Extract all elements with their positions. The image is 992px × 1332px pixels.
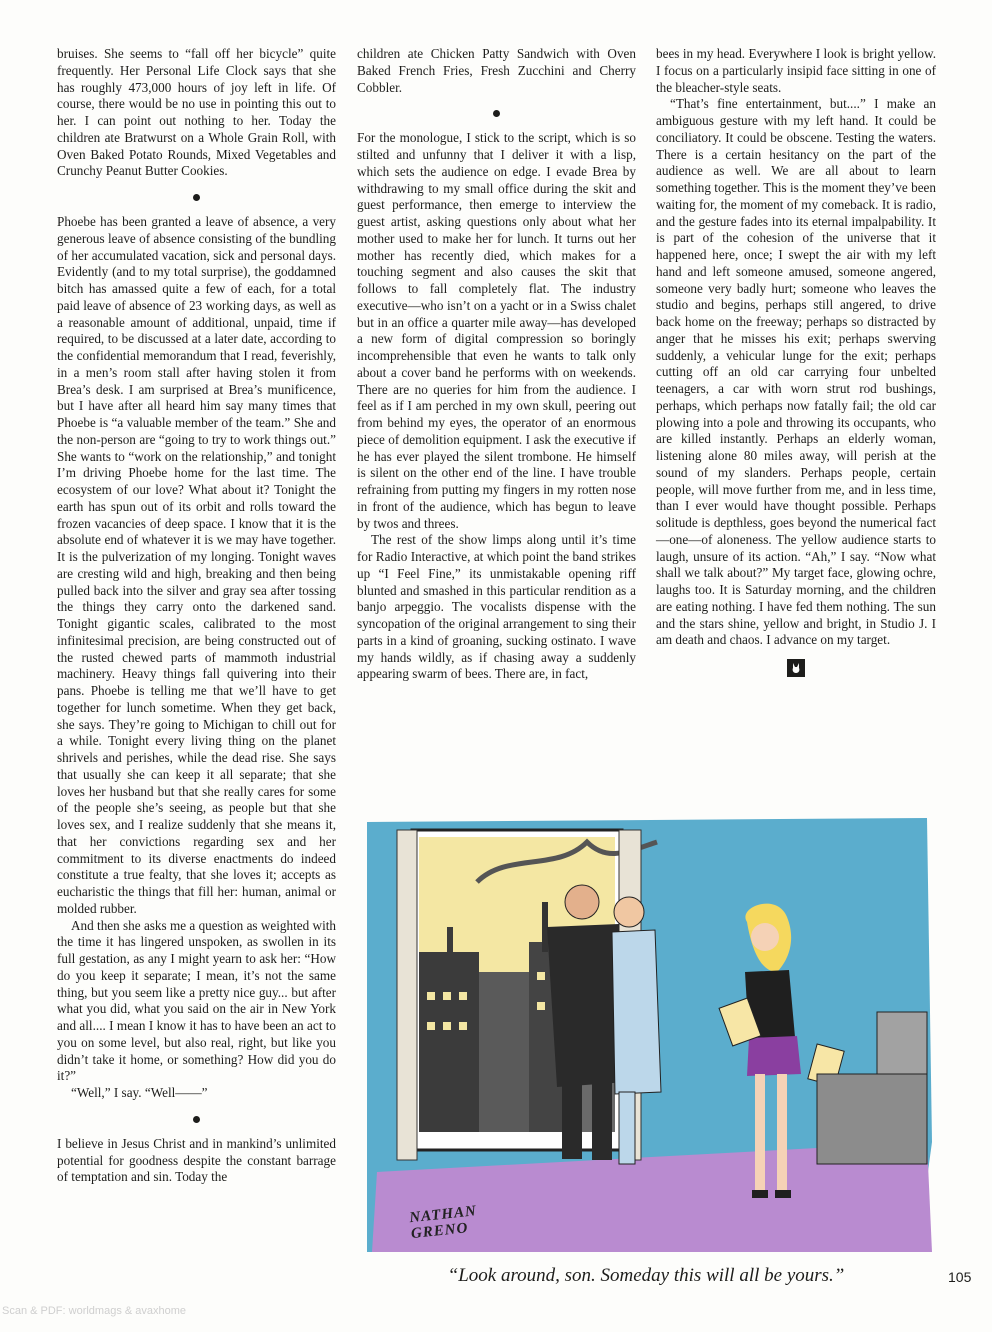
article-paragraph: children ate Chicken Patty Sandwich with Oven Baked French Fries, Fresh Zucchini and Cherry Cobbler.	[357, 46, 636, 95]
article-paragraph: “That’s fine entertainment, but....” I make an ambiguous gesture with my left hand. It could be conciliatory. It could be obscene. Testing the waters. There is a certain hesitancy on the part of the audience as well. We are all about to learn something together. This is the moment they’ve been waiting for, the moment of my comeback. It is radio, and the gesture fades into its eternal impalpability. It is part of the cohesion of the universe that it happened here, once; I swept the air with my left hand and left someone amused, someone angered, someone very badly hurt; someone who leaves the studio and begins, perhaps still angered, to drive back home on the freeway; perhaps so distracted by anger that he misses his exit; perhaps swerving suddenly, a vehicular lunge for the exit; perhaps cutting off an old car carrying four unbelted teenagers, a car with worn strut rod bushings, perhaps, which perhaps now fatally fail; the old car plowing into a pole and throwing its occupants, who are killed instantly. Perhaps an elderly woman, listening alone 80 miles away, will perish at the sound of my slanders. Perhaps people, certain people, will move further from me, and in less time, than I ever would have thought possible. Perhaps solitude is depthless, goes beyond the numerical fact—one—of aloneness. The yellow audience starts to laugh, unsure of its action. “Ah,” I say. “Now what shall we talk about?” My target face, glowing ochre, laughs too. It is Saturday morning, and the children are eating nothing. I have fed them nothing. The sun and the stars shine, yellow and bright, in Studio J. I am death and chaos. I advance on my target.	[656, 96, 936, 648]
cartoonist-signature: NATHAN GRENO	[408, 1203, 478, 1243]
window-drape-left	[397, 830, 417, 1160]
section-bullet-icon	[193, 194, 200, 201]
article-column-2	[357, 46, 636, 683]
article-paragraph: For the monologue, I stick to the script, which is so stilted and unfunny that I deliver it with a lisp, which sets the audience on edge. I evade Brea by withdrawing to my small office during the skit and guest performance, then emerge to interview the guest artist, asking questions only about what her mother used to make her for lunch. It turns out her mother has recently died, which makes for a touching segment and also causes the skit that follows to fall completely flat. The industry executive—who isn’t on a yacht or in a Swiss chalet but in an office a quarter mile away—has developed a new form of digital compression so boringly incomprehensible that even he wants to talk only about a cover band he performs with on weekends. There are no queries for him from the audience. I feel as if I am perched in my own skull, peering out from behind my eyes, the operator of an enormous piece of demolition equipment. I ask the executive if he has ever played the silent trombone. He himself is silent on the other end of the line. I have trouble refraining from putting my fingers in my rotten nose in front of the audience, which has begun to leave by twos and threes.	[357, 130, 636, 531]
section-bullet-icon	[493, 110, 500, 117]
article-paragraph: “Well,” I say. “Well——”	[71, 1085, 208, 1100]
article-column-1	[57, 46, 336, 1186]
page-number: 105	[948, 1269, 972, 1285]
article-paragraph: bees in my head. Everywhere I look is bright yellow. I focus on a particularly insipid face sitting in one of the bleacher-style seats.	[656, 46, 936, 95]
scan-watermark: Scan & PDF: worldmags & avaxhome	[2, 1305, 187, 1317]
bunny-logo-icon	[787, 659, 805, 677]
article-column-3	[656, 46, 936, 677]
section-bullet-icon	[193, 1116, 200, 1123]
article-paragraph: And then she asks me a question as weighted with the time it has lingered unspoken, as swollen in its full gestation, as any I might yearn to ask her: “How do you keep it separate; I mean, it’s not the same thing, but you seem like a pretty nice guy... but after what you did, what you said on the air in New York and all.... I mean I know it has to have been an act to you on some level, but also real, right, but like you didn’t take it home, or something? How did you do it?”	[57, 917, 336, 1084]
article-paragraph: The rest of the show limps along until it’s time for Radio Interactive, at which point the band strikes up “I Feel Fine,” its unmistakable opening riff blunted and smashed in this particular rendition as a banjo arpeggio. The vocalists dispense with the syncopation of the original arrangement to sing their parts in a kind of groaning, sucking ostinato. I wave my hands wildly, as if chasing away a suddenly appearing swarm of bees. There are, in fact,	[357, 532, 636, 682]
article-paragraph: bruises. She seems to “fall off her bicycle” quite frequently. Her Personal Life Clock says that she has roughly 473,000 hours of joy left in life. Of course, there would be no use in pointing this out to her. I can point out nothing to her. Today the children ate Bratwurst on a Whole Grain Roll, with Oven Baked Potato Rounds, Mixed Vegetables and Crunchy Peanut Butter Cookies.	[57, 46, 336, 179]
article-paragraph: Phoebe has been granted a leave of absence, a very generous leave of absence consisting of the bundling of her accumulated vacation, sick and personal days. Evidently (and to my total surprise), the goddamned bitch has amassed quite a few of each, for a total paid leave of absence of 23 working days, as well as a reasonable amount of additional, unpaid, time if required, to be discussed at a later date, according to the confidential memorandum that I read, feverishly, in a men’s room stall after having stolen it from Brea’s desk. I am surprised at Brea’s munificence, but I have after all heard him say many times that Phoebe is “a valuable member of the team.” She and the non-person are “going to try to work things out.” She wants to “work on the relationship,” and tonight I’m driving Phoebe home for the last time. The ecosystem of our love? What about it? Tonight the earth has spun out of its orbit and rolls toward the frozen vacancies of deep space. I know that it is the absolute end of whatever it is we may have together. It is the pulverization of my longing. Tonight waves are cresting wild and high, breaking and then being pulled back into the silver and gray sea after tossing the things they carry onto the darkened sand. Tonight gigantic scales, calibrated to the most infinitesimal precision, are being constructed out of the rusted chewed parts of mammoth industrial machinery. Heavy things fall quivering into their pans. Phoebe is telling me that we’ll have to get together for lunch sometime. When they get back, she says. They’re going to Michigan to chill out for a while. Tonight every living thing on the planet shrivels and perishes, while the dead rise. She says that usually she can keep it all separate; that she loves her husband but that she really cares for some of the people she’s seeing, as people but that she loves sex, and I realize suddenly that she means it, that her convictions regarding sex and her commitment to its diverse enactments do indeed constitute a true fealty, that she loves it; accepts as eucharistic the things that fill her: human, animal or molded rubber.	[57, 214, 336, 916]
cartoon-illustration	[357, 812, 935, 1258]
article-paragraph: I believe in Jesus Christ and in mankind’s unlimited potential for goodness despite the constant barrage of temptation and sin. Today the	[57, 1135, 336, 1185]
cartoon-caption: “Look around, son. Someday this will all be yours.”	[447, 1265, 845, 1286]
